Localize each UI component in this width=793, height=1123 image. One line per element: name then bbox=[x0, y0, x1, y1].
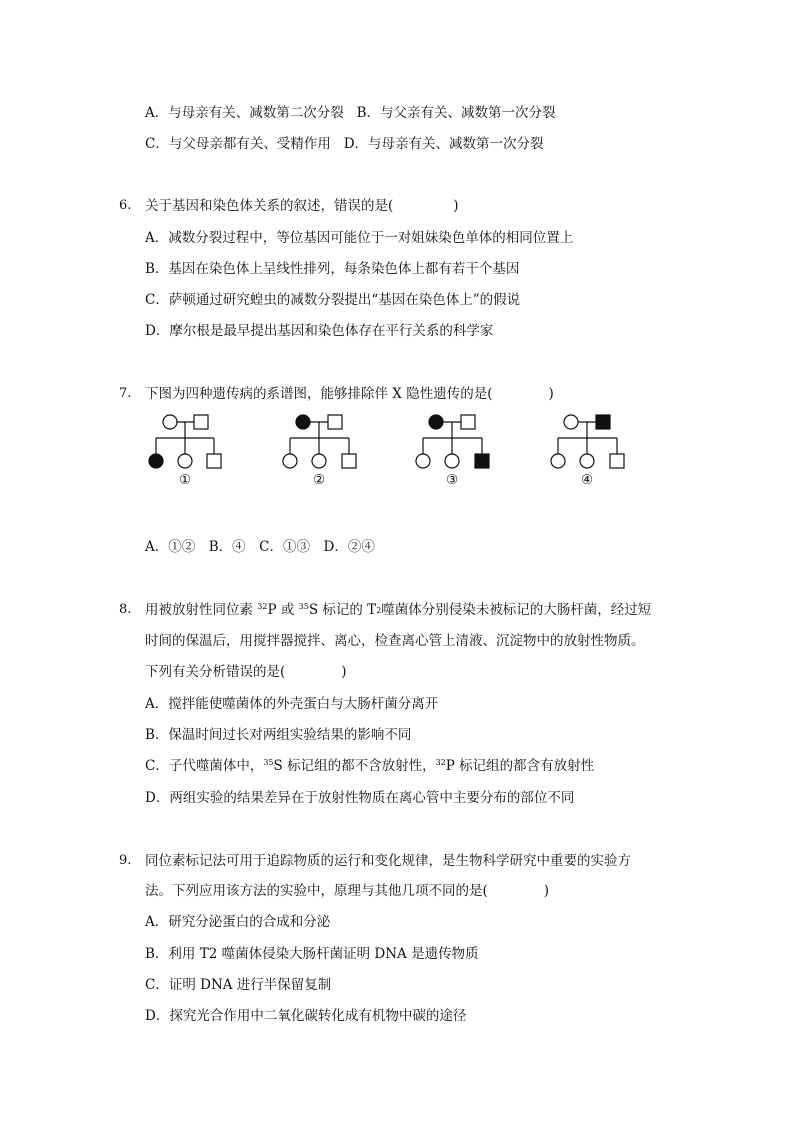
q5-option-d: D．与母亲有关、减数第一次分裂 bbox=[343, 136, 544, 152]
q9-option-c: C．证明 DNA 进行半保留复制 bbox=[145, 977, 332, 993]
q7-number: 7. bbox=[119, 386, 132, 401]
pedigree-label-1: ① bbox=[179, 472, 192, 488]
q8-text: 用被放射性同位素 bbox=[145, 602, 258, 618]
pedigree-3 bbox=[416, 415, 489, 468]
pedigree-2 bbox=[283, 415, 356, 468]
superscript-32: 32 bbox=[257, 602, 268, 611]
superscript-32: 32 bbox=[435, 758, 446, 767]
q8-option-c bbox=[145, 757, 594, 775]
q5-options-cd bbox=[145, 135, 544, 153]
superscript-35: 35 bbox=[263, 758, 274, 767]
q6-stem bbox=[145, 197, 459, 215]
q5-options-ab bbox=[145, 104, 556, 122]
pedigree-label-3: ③ bbox=[446, 472, 459, 488]
q8-option-c-text: S 标记组的都不含放射性， bbox=[273, 758, 436, 774]
q6-number: 6. bbox=[119, 198, 132, 213]
q9-option-a: A．研究分泌蛋白的合成和分泌 bbox=[145, 914, 331, 930]
pedigree-diagrams bbox=[0, 408, 793, 518]
q6-option-c: C．萨顿通过研究蝗虫的减数分裂提出“基因在染色体上”的假说 bbox=[145, 292, 521, 308]
q8-option-a: A．搅拌能使噬菌体的外壳蛋白与大肠杆菌分离开 bbox=[145, 696, 439, 712]
q8-option-c-text: P 标记组的都含有放射性 bbox=[445, 758, 595, 774]
q9-stem-line1: 同位素标记法可用于追踪物质的运行和变化规律，是生物科学研究中重要的实验方 bbox=[145, 853, 631, 869]
q9-option-d: D．探究光合作用中二氧化碳转化成有机物中碳的途径 bbox=[145, 1008, 467, 1024]
q8-stem-line1 bbox=[145, 601, 651, 619]
pedigree-1 bbox=[149, 415, 221, 468]
q8-option-b: B．保温时间过长对两组实验结果的影响不同 bbox=[145, 727, 412, 743]
q8-option-d: D．两组实验的结果差异在于放射性物质在离心管中主要分布的部位不同 bbox=[145, 790, 575, 806]
q5-option-a: A．与母亲有关、减数第二次分裂 bbox=[145, 105, 344, 121]
superscript-35: 35 bbox=[298, 602, 309, 611]
q8-stem-close: ) bbox=[341, 664, 347, 680]
q7-stem-text: 下图为四种遗传病的系谱图，能够排除伴 X 隐性遗传的是( bbox=[145, 386, 493, 402]
q9-stem-line2 bbox=[145, 882, 549, 900]
q6-stem-text: 关于基因和染色体关系的叙述，错误的是( bbox=[145, 198, 394, 214]
q8-text: 噬菌体分别侵染未被标记的大肠杆菌，经过短 bbox=[381, 602, 652, 618]
q9-option-b: B．利用 T2 噬菌体侵染大肠杆菌证明 DNA 是遗传物质 bbox=[145, 946, 479, 962]
q7-stem-close: ) bbox=[548, 386, 554, 402]
q5-option-c: C．与父母亲都有关、受精作用 bbox=[145, 136, 331, 152]
q6-option-a: A．减数分裂过程中，等位基因可能位于一对姐妹染色单体的相同位置上 bbox=[145, 230, 574, 246]
pedigree-label-4: ④ bbox=[581, 472, 594, 488]
pedigree-4 bbox=[551, 415, 624, 468]
q7-options: A．①② B．④ C．①③ D．②④ bbox=[145, 539, 375, 555]
q8-number: 8. bbox=[119, 602, 132, 617]
q5-option-b: B．与父亲有关、减数第一次分裂 bbox=[356, 105, 556, 121]
q8-stem-line3 bbox=[145, 663, 347, 681]
q8-text: S 标记的 T bbox=[308, 602, 377, 618]
q8-stem-line2: 时间的保温后，用搅拌器搅拌、离心，检查离心管上清液、沉淀物中的放射性物质。 bbox=[145, 633, 645, 649]
subscript-2: 2 bbox=[376, 606, 382, 615]
q9-stem-close: ) bbox=[543, 883, 550, 899]
q6-option-d: D．摩尔根是最早提出基因和染色体存在平行关系的科学家 bbox=[145, 323, 494, 339]
q6-stem-close: ) bbox=[453, 198, 459, 214]
q8-text: P 或 bbox=[267, 602, 299, 618]
pedigree-label-2: ② bbox=[313, 472, 326, 488]
q9-number: 9. bbox=[119, 853, 132, 868]
q7-stem bbox=[145, 385, 554, 403]
q8-option-c-text: C．子代噬菌体中， bbox=[145, 758, 264, 774]
q9-stem-text: 法。下列应用该方法的实验中，原理与其他几项不同的是( bbox=[145, 883, 488, 899]
q6-option-b: B．基因在染色体上呈线性排列，每条染色体上都有若干个基因 bbox=[145, 261, 520, 277]
q8-stem-text: 下列有关分析错误的是( bbox=[145, 664, 286, 680]
